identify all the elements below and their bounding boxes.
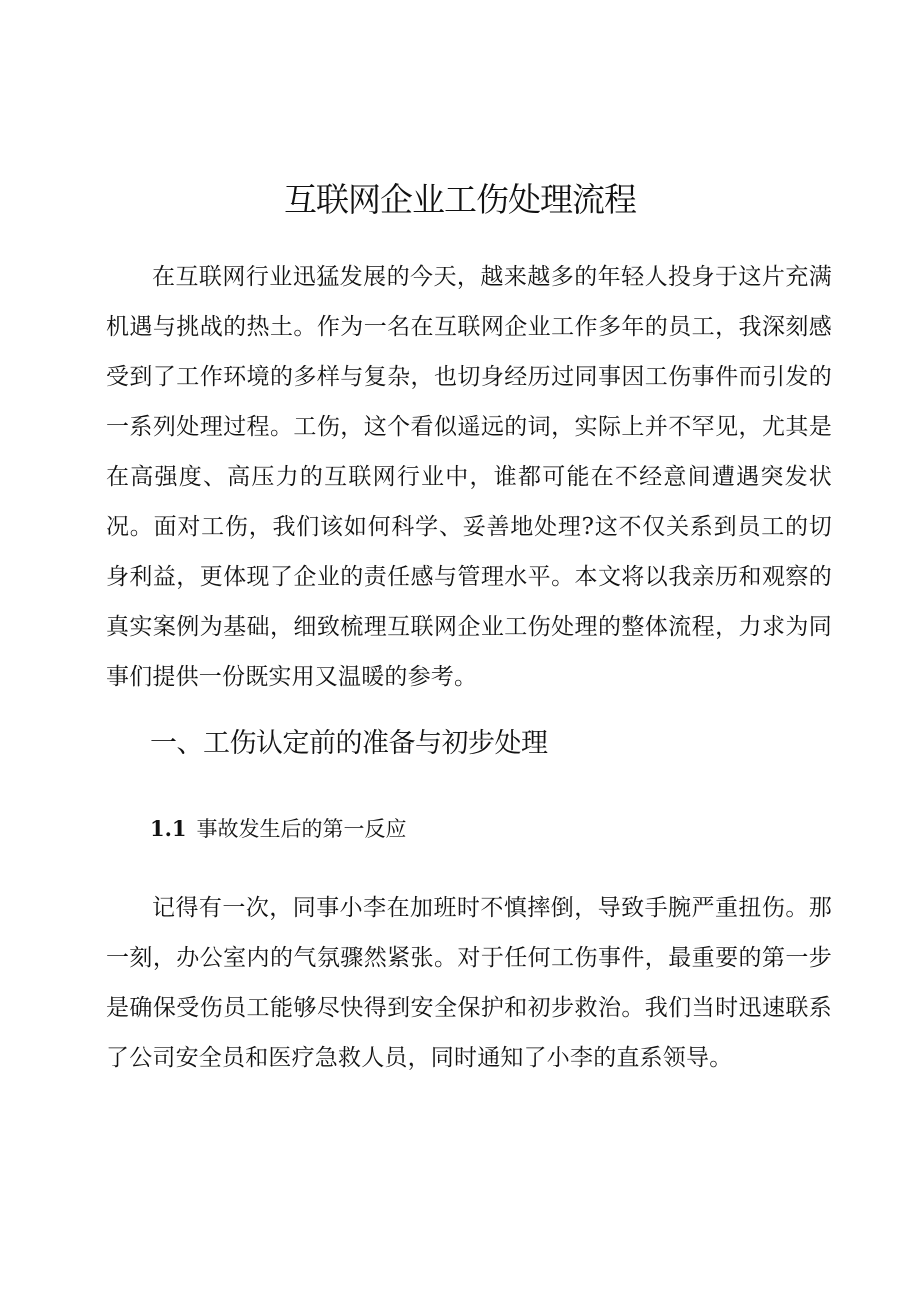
document-title: 互联网企业工伤处理流程	[284, 180, 636, 219]
subsection-heading	[150, 812, 407, 846]
subsection-number: 1.1	[150, 816, 187, 841]
subsection-title: 事故发生后的第一反应	[196, 817, 407, 841]
section-heading: 一、工伤认定前的准备与初步处理	[150, 728, 548, 759]
body-paragraph: 记得有一次，同事小李在加班时不慎摔倒，导致手腕严重扭伤。那一刻，办公室内的气氛骤然紧张。对于任何工伤事件，最重要的第一步是确保受伤员工能够尽快得到安全保护和初步救治。我们当时迅速联系了公司安全员和医疗急救人员，同时通知了小李的直系领导。	[106, 895, 832, 1071]
intro-paragraph: 在互联网行业迅猛发展的今天，越来越多的年轻人投身于这片充满机遇与挑战的热土。作为一名在互联网企业工作多年的员工，我深刻感受到了工作环境的多样与复杂，也切身经历过同事因工伤事件而引发的一系列处理过程。工伤，这个看似遥远的词，实际上并不罕见，尤其是在高强度、高压力的互联网行业中，谁都可能在不经意间遭遇突发状况。面对工伤，我们该如何科学、妥善地处理?这不仅关系到员工的切身利益，更体现了企业的责任感与管理水平。本文将以我亲历和观察的真实案例为基础，细致梳理互联网企业工伤处理的整体流程，力求为同事们提供一份既实用又温暖的参考。	[106, 264, 832, 690]
